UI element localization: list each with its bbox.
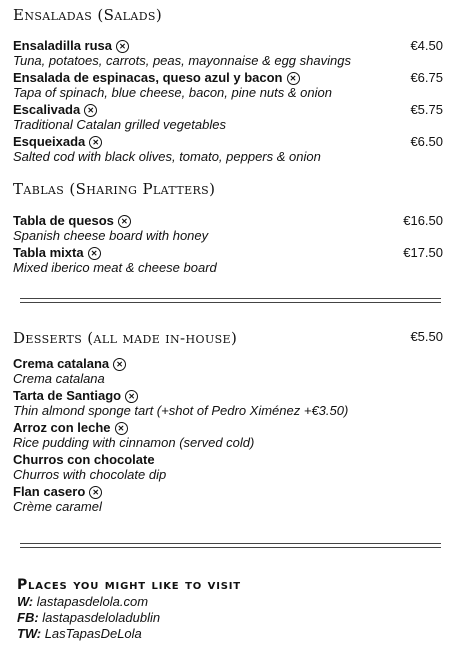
item-name: Tarta de Santiago (13, 388, 122, 403)
menu-item (13, 212, 443, 244)
item-name: Churros con chocolate (13, 452, 155, 467)
gluten-free-icon: ✕ (89, 486, 102, 499)
item-description: Rice pudding with cinnamon (served cold) (13, 435, 255, 450)
item-description: Thin almond sponge tart (+shot of Pedro Ximénez +€3.50) (13, 403, 349, 418)
item-description: Spanish cheese board with honey (13, 228, 209, 243)
item-price: €4.50 (410, 38, 443, 53)
twitter-handle[interactable]: LasTapasDeLola (44, 626, 142, 641)
gluten-free-icon: ✕ (116, 40, 129, 53)
item-description: Crema catalana (13, 371, 105, 386)
item-description: Mixed iberico meat & cheese board (13, 260, 217, 275)
item-price: €6.50 (410, 134, 443, 149)
gluten-free-icon: ✕ (88, 247, 101, 260)
item-description: Tapa of spinach, blue cheese, bacon, pine nuts & onion (13, 85, 332, 100)
item-price: €16.50 (403, 213, 443, 228)
item-name: Ensalada de espinacas, queso azul y bacon (13, 70, 283, 85)
item-description: Crème caramel (13, 499, 102, 514)
menu-item (13, 133, 443, 165)
visit-label: FB: (17, 610, 39, 625)
gluten-free-icon: ✕ (115, 422, 128, 435)
visit-title: Places you might like to visit (17, 577, 241, 593)
item-description: Traditional Catalan grilled vegetables (13, 117, 226, 132)
menu-item (13, 419, 443, 451)
item-name: Tabla mixta (13, 245, 84, 260)
item-description: Churros with chocolate dip (13, 467, 167, 482)
item-name: Ensaladilla rusa (13, 38, 112, 53)
item-price: €5.75 (410, 102, 443, 117)
visit-label: TW: (17, 626, 42, 641)
item-description: Tuna, potatoes, carrots, peas, mayonnaise & egg shavings (13, 53, 351, 68)
item-name: Arroz con leche (13, 420, 111, 435)
section-divider (20, 298, 441, 303)
desserts-price: €5.50 (410, 329, 443, 344)
menu-item (13, 244, 443, 276)
item-price: €6.75 (410, 70, 443, 85)
item-description: Salted cod with black olives, tomato, peppers & onion (13, 149, 321, 164)
facebook-line (17, 610, 160, 626)
item-name: Crema catalana (13, 356, 110, 371)
menu-item (13, 451, 443, 483)
gluten-free-icon: ✕ (125, 390, 138, 403)
item-name: Esqueixada (13, 134, 86, 149)
item-name: Escalivada (13, 102, 81, 117)
section-title-salads: Ensaladas (Salads) (13, 6, 163, 24)
twitter-line (17, 626, 142, 642)
menu-item (13, 387, 443, 419)
item-price: €17.50 (403, 245, 443, 260)
menu-item (13, 355, 443, 387)
menu-item (13, 37, 443, 69)
gluten-free-icon: ✕ (287, 72, 300, 85)
section-divider (20, 543, 441, 548)
item-name: Flan casero (13, 484, 86, 499)
menu-item (13, 69, 443, 101)
menu-item (13, 483, 443, 515)
visit-label: W: (17, 594, 34, 609)
item-name: Tabla de quesos (13, 213, 114, 228)
gluten-free-icon: ✕ (89, 136, 102, 149)
website-link[interactable]: lastapasdelola.com (36, 594, 149, 609)
gluten-free-icon: ✕ (118, 215, 131, 228)
gluten-free-icon: ✕ (84, 104, 97, 117)
section-title-desserts: Desserts (all made in-house) (13, 329, 238, 347)
website-line (17, 594, 148, 610)
section-title-boards: Tablas (Sharing Platters) (13, 180, 216, 198)
gluten-free-icon: ✕ (113, 358, 126, 371)
menu-item (13, 101, 443, 133)
facebook-handle[interactable]: lastapasdeloladublin (42, 610, 161, 625)
